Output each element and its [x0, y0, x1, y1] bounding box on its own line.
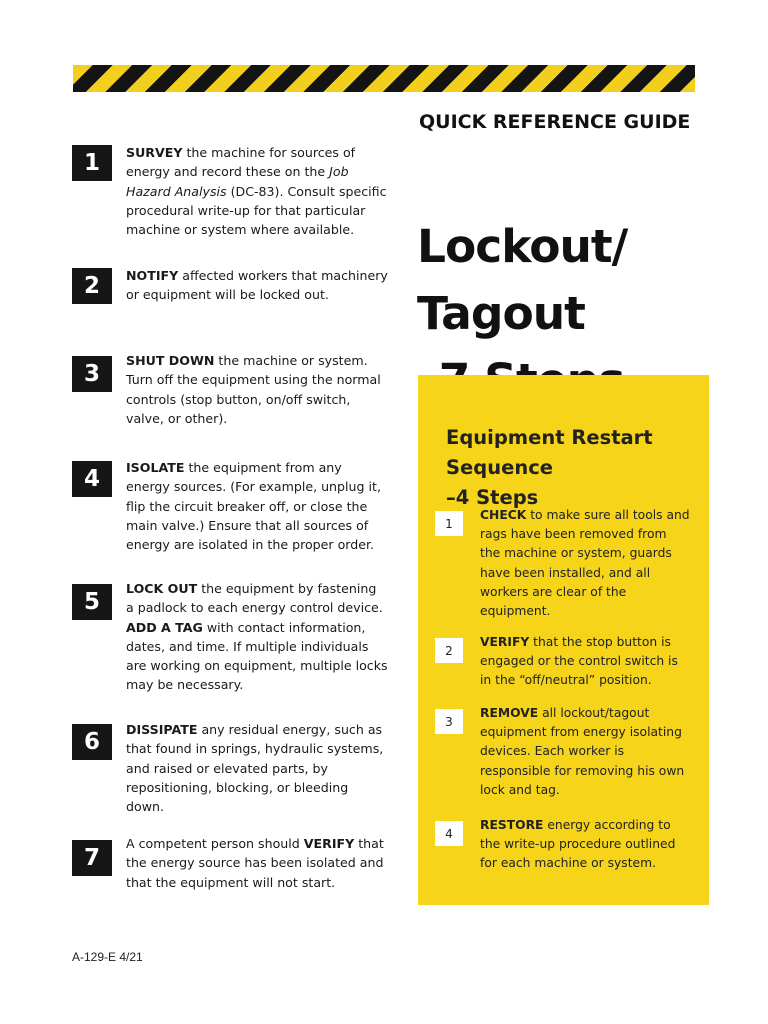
- guide-label: QUICK REFERENCE GUIDE: [419, 111, 691, 133]
- bold-keyword: RESTORE: [480, 818, 544, 832]
- step-text: [126, 266, 388, 305]
- step-number-badge: 4: [72, 461, 112, 497]
- bold-keyword: CHECK: [480, 508, 527, 522]
- text-segment: affected workers that machinery or equipment will be locked out.: [126, 268, 388, 303]
- text-segment: (DC-83). Consult specific procedural write-up for that particular machine or system where available.: [126, 183, 387, 238]
- text-segment: the equipment by fastening a padlock to each energy control device.: [126, 581, 383, 616]
- restart-step-text: [480, 704, 690, 800]
- step-number-badge: 1: [72, 145, 112, 181]
- step-text: [126, 458, 388, 554]
- form-code: A-129-E 4/21: [72, 950, 143, 964]
- step-number-badge: 2: [72, 268, 112, 304]
- restart-step-number-badge: 4: [435, 821, 463, 846]
- bold-keyword: NOTIFY: [126, 268, 179, 283]
- bold-keyword: REMOVE: [480, 706, 539, 720]
- step-text: [126, 351, 388, 428]
- text-segment: all lockout/tagout equipment from energy isolating devices. Each worker is responsible for removing his own lock and tag.: [480, 706, 685, 797]
- step-number-badge: 7: [72, 840, 112, 876]
- hazard-stripe-banner: [73, 65, 695, 92]
- text-segment: the machine for sources of energy and record these on the: [126, 145, 356, 180]
- bold-keyword: DISSIPATE: [126, 722, 198, 737]
- step-text: [126, 834, 388, 892]
- restart-step-number-badge: 3: [435, 709, 463, 734]
- bold-keyword: ADD A TAG: [126, 619, 203, 635]
- bold-keyword: SHUT DOWN: [126, 353, 215, 368]
- text-segment: that the stop button is engaged or the control switch is in the “off/neutral” position.: [480, 635, 678, 688]
- restart-sequence-panel: [418, 375, 709, 905]
- restart-step-number-badge: 2: [435, 638, 463, 663]
- restart-title: [446, 393, 653, 513]
- bold-keyword: VERIFY: [480, 635, 530, 649]
- step-text: [126, 579, 388, 695]
- text-segment: the machine or system. Turn off the equipment using the normal controls (stop button, on/off switch, valve, or other).: [126, 353, 381, 426]
- text-segment: to make sure all tools and rags have been removed from the machine or system, guards have been installed, and all workers are clear of the equipment.: [480, 508, 690, 619]
- bold-keyword: SURVEY: [126, 145, 183, 160]
- text-segment: energy according to the write-up procedure outlined for each machine or system.: [480, 818, 676, 871]
- step-text: [126, 720, 388, 816]
- bold-keyword: VERIFY: [303, 836, 355, 851]
- text-segment: any residual energy, such as that found in springs, hydraulic systems, and raised or elevated parts, by repositioning, blocking, or bleeding down.: [126, 722, 384, 815]
- bold-keyword: ISOLATE: [126, 460, 185, 475]
- restart-step-text: [480, 816, 690, 874]
- text-segment: A competent person should: [126, 836, 304, 851]
- text-segment: with contact information, dates, and time. If multiple individuals are working on equipment, multiple locks may be necessary.: [126, 619, 388, 693]
- restart-step-text: [480, 506, 690, 621]
- bold-keyword: LOCK OUT: [126, 581, 198, 596]
- text-segment: the equipment from any energy sources. (For example, unplug it, flip the circuit breaker off, or close the main valve.) Ensure that all sources of energy are isolated in the proper order.: [126, 460, 381, 553]
- restart-title-line: Equipment Restart: [446, 426, 653, 449]
- title-line: Tagout: [417, 287, 585, 340]
- step-number-badge: 5: [72, 584, 112, 620]
- italic-text: Job Hazard Analysis: [126, 164, 349, 199]
- step-text: [126, 143, 388, 239]
- restart-title-line: Sequence: [446, 456, 554, 479]
- step-number-badge: 3: [72, 356, 112, 392]
- page-title: [417, 146, 627, 414]
- restart-title-line: –4 Steps: [446, 486, 539, 509]
- step-number-badge: 6: [72, 724, 112, 760]
- restart-step-text: [480, 633, 690, 691]
- text-segment: that the energy source has been isolated and that the equipment will not start.: [126, 836, 384, 890]
- restart-step-number-badge: 1: [435, 511, 463, 536]
- title-line: Lockout/: [417, 220, 628, 273]
